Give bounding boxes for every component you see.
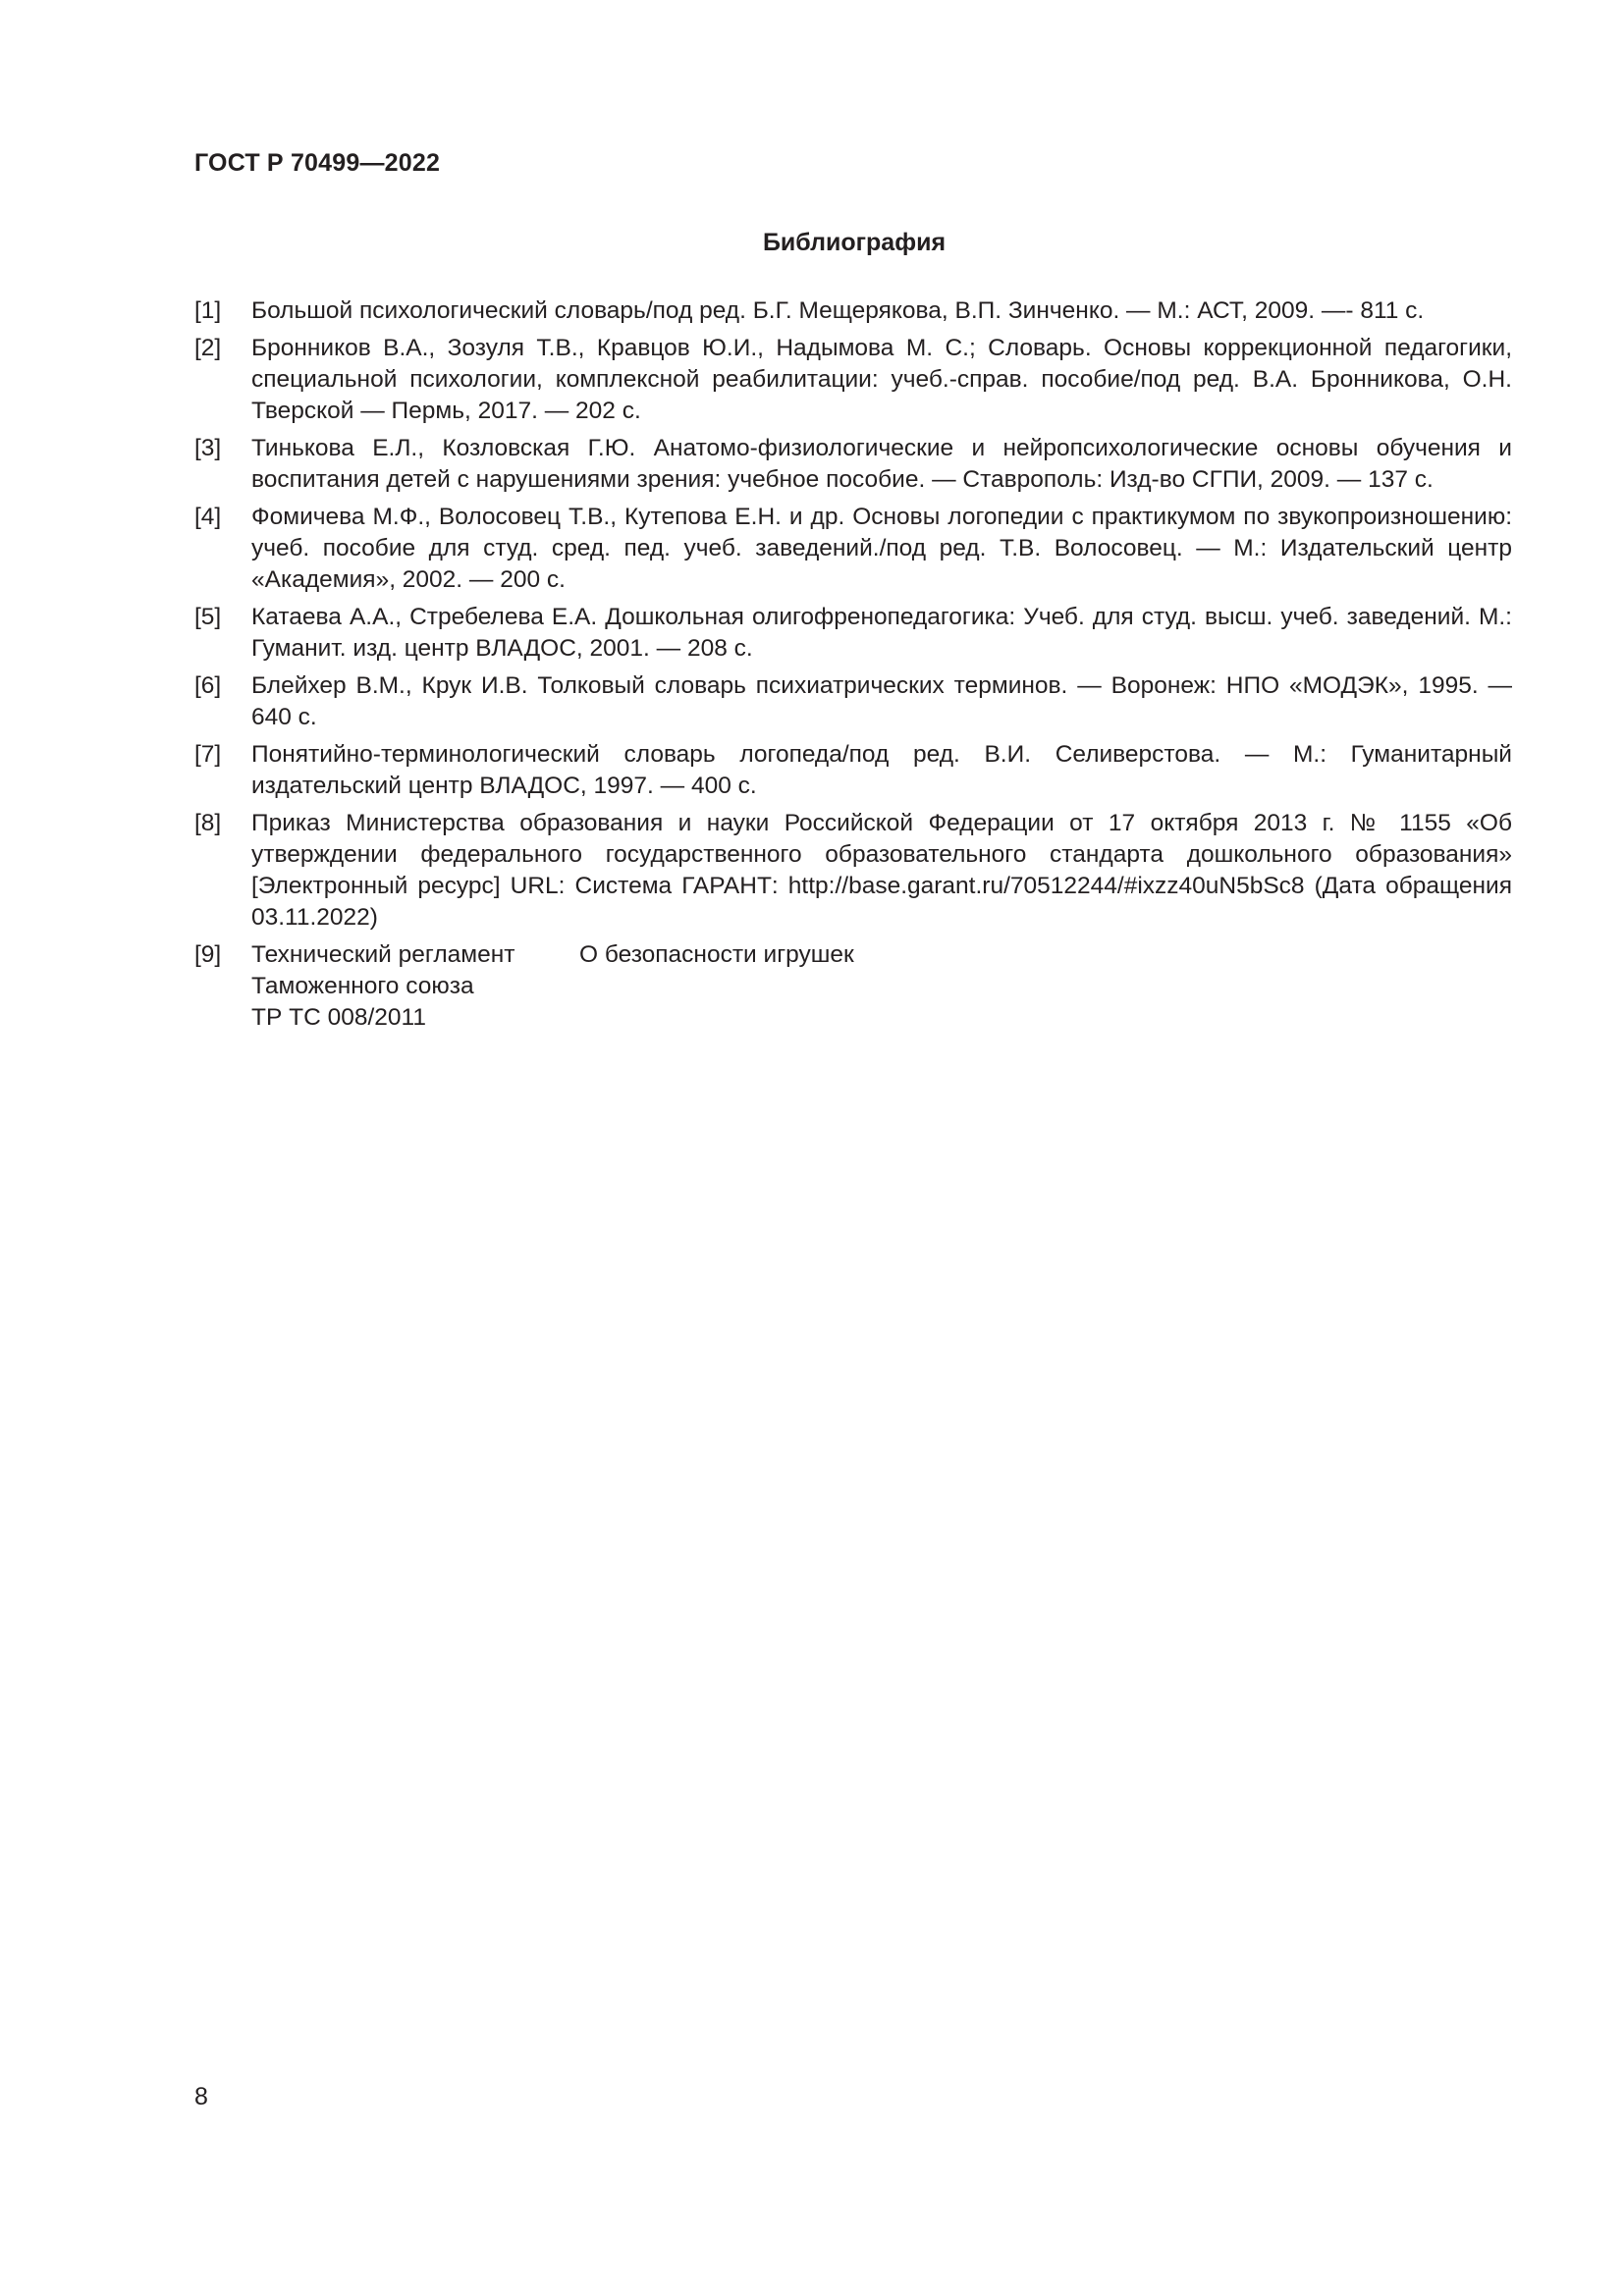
page-number: 8 xyxy=(194,2083,208,2110)
regulation-designation xyxy=(251,939,579,1034)
bibliography-list xyxy=(194,295,1512,1034)
entry-number: [9] xyxy=(194,941,222,968)
entry-text: Фомичева М.Ф., Волосовец Т.В., Кутепова Е.Н. и др. Основы логопедии с практикумом по звукопроизношению: учеб. пособие для студ. сред. пед. учеб. заведений./под ред. Т.В. Волосовец. — М.: Издательский центр «Академия», 2002. — 200 с. xyxy=(251,504,1512,593)
entry-text: Большой психологический словарь/под ред. Б.Г. Мещерякова, В.П. Зинченко. — М.: АСТ, 2009. —- 811 с. xyxy=(251,297,1425,324)
entry-number: [1] xyxy=(194,297,222,324)
bibliography-entry-9 xyxy=(194,939,1512,1034)
entry-number: [6] xyxy=(194,672,222,699)
bibliography-entry-6 xyxy=(194,670,1512,733)
bibliography-entry-8 xyxy=(194,808,1512,934)
entry-number: [2] xyxy=(194,335,222,361)
entry-text: Тинькова Е.Л., Козловская Г.Ю. Анатомо-физиологические и нейропсихологические основы обучения и воспитания детей с нарушениями зрения: учебное пособие. — Ставрополь: Изд-во СГПИ, 2009. — 137 с. xyxy=(251,435,1512,493)
regulation-line-1: Технический регламент xyxy=(251,941,515,968)
document-id-header: ГОСТ Р 70499—2022 xyxy=(194,149,441,177)
regulation-title: О безопасности игрушек xyxy=(579,941,854,968)
regulation-line-2: Таможенного союза xyxy=(251,973,474,999)
entry-text: Бронников В.А., Зозуля Т.В., Кравцов Ю.И., Надымова М. С.; Словарь. Основы коррекционной педагогики, специальной психологии, комплексной реабилитации: учеб.-справ. пособие/под ред. В.А. Бронникова, О.Н. Тверской — Пермь, 2017. — 202 с. xyxy=(251,335,1512,424)
bibliography-title: Библиография xyxy=(762,229,947,256)
entry-number: [3] xyxy=(194,435,222,461)
bibliography-entry-7 xyxy=(194,739,1512,802)
bibliography-entry-2 xyxy=(194,333,1512,427)
bibliography-entry-5 xyxy=(194,602,1512,665)
entry-text: Катаева А.А., Стребелева Е.А. Дошкольная олигофренопедагогика: Учеб. для студ. высш. учеб. заведений. М.: Гуманит. изд. центр ВЛАДОС, 2001. — 208 с. xyxy=(251,604,1512,662)
entry-text: Приказ Министерства образования и науки Российской Федерации от 17 октября 2013 г. № 1155 «Об утверждении федерального государственного образовательного стандарта дошкольного образования» [Электронный ресурс] URL: Система ГАРАНТ: http://base.garant.ru/70512244/#ixzz40uN5bSc8 (Дата обращения 03.11.2022) xyxy=(251,810,1512,931)
entry-text: Блейхер В.М., Крук И.В. Толковый словарь психиатрических терминов. — Воронеж: НПО «МОДЭК», 1995. — 640 с. xyxy=(251,672,1512,730)
entry-number: [5] xyxy=(194,604,222,630)
bibliography-entry-3 xyxy=(194,433,1512,496)
entry-number: [4] xyxy=(194,504,222,530)
bibliography-entry-1 xyxy=(194,295,1512,327)
entry-number: [8] xyxy=(194,810,222,836)
entry-number: [7] xyxy=(194,741,222,768)
entry-text: Понятийно-терминологический словарь логопеда/под ред. В.И. Селиверстова. — М.: Гуманитарный издательский центр ВЛАДОС, 1997. — 400 с. xyxy=(251,741,1512,799)
regulation-line-3: ТР ТС 008/2011 xyxy=(251,1004,426,1031)
bibliography-entry-4 xyxy=(194,502,1512,596)
